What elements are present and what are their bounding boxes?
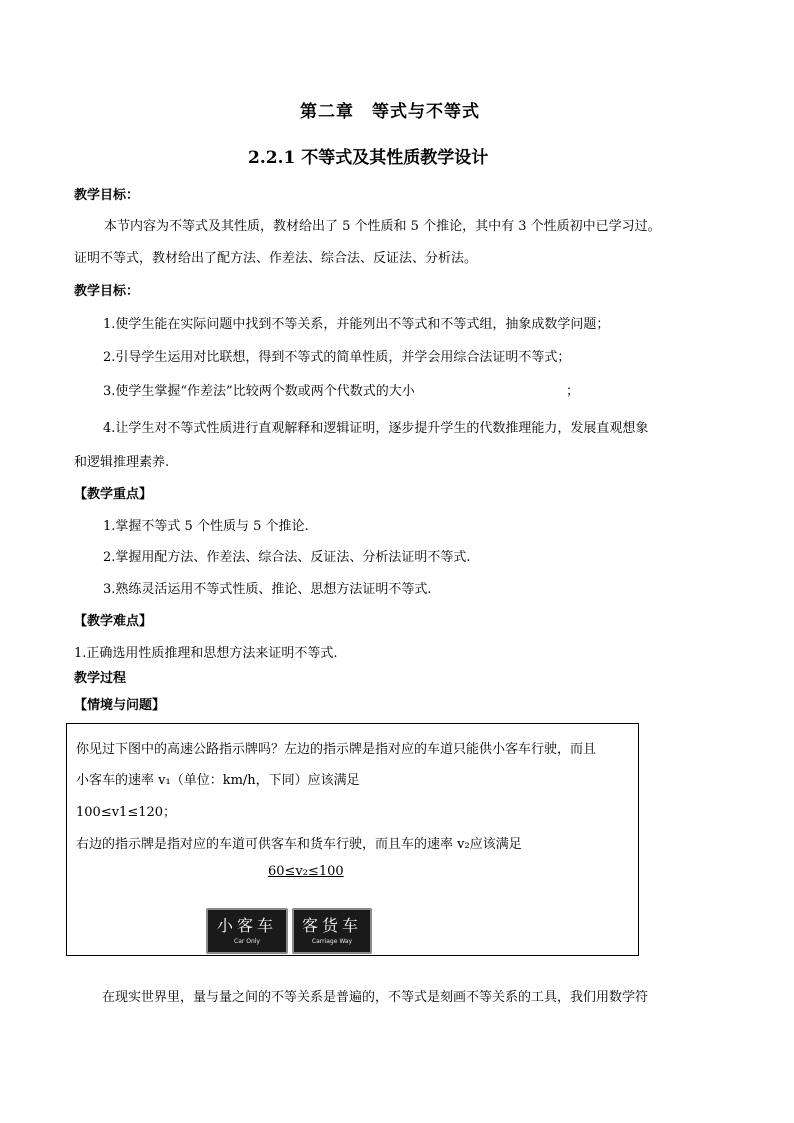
process-heading: 教学过程 bbox=[74, 671, 127, 686]
sign-car-only bbox=[206, 908, 288, 954]
scenario-line-4: 右边的指示牌是指对应的车道可供客车和货车行驶，而且车的速率 v₂应该满足 bbox=[76, 837, 522, 852]
goal-item-3: 3.使学生掌握“作差法”比较两个数或两个代数式的大小 bbox=[103, 384, 415, 399]
goal-item-3-tail: ； bbox=[566, 384, 580, 399]
difficulty-item: 1.正确选用性质推理和思想方法来证明不等式. bbox=[74, 646, 338, 661]
scenario-line-3: 100≤v1≤120； bbox=[76, 805, 177, 820]
chapter-title: 第二章 等式与不等式 bbox=[300, 102, 480, 122]
sign-carriage-way-zh: 客货车 bbox=[301, 916, 362, 935]
goal-heading-2: 教学目标： bbox=[74, 284, 140, 299]
intro-line-2: 证明不等式，教材给出了配方法、作差法、综合法、反证法、分析法。 bbox=[74, 251, 478, 266]
key-point-2: 2.掌握用配方法、作差法、综合法、反证法、分析法证明不等式. bbox=[103, 550, 471, 565]
intro-line-1: 本节内容为不等式及其性质，教材给出了 5 个性质和 5 个推论，其中有 3 个性质初中已学习过。 bbox=[104, 219, 661, 234]
goal-item-4-cont: 和逻辑推理素养. bbox=[74, 455, 170, 470]
scenario-line-1: 你见过下图中的高速公路指示牌吗？左边的指示牌是指对应的车道只能供小客车行驶，而且 bbox=[76, 742, 597, 757]
goal-item-4: 4.让学生对不等式性质进行直观解释和逻辑证明，逐步提升学生的代数推理能力，发展直观想象 bbox=[103, 421, 649, 436]
key-point-1: 1.掌握不等式 5 个性质与 5 个推论. bbox=[103, 519, 309, 534]
closing-paragraph: 在现实世界里，量与量之间的不等关系是普遍的，不等式是刻画不等关系的工具，我们用数学符 bbox=[102, 990, 649, 1005]
sign-carriage-way-en: Carriage Way bbox=[311, 938, 353, 945]
sign-car-only-en: Car Only bbox=[234, 938, 260, 945]
goal-heading-1: 教学目标： bbox=[74, 188, 140, 203]
lesson-title: 2.2.1 不等式及其性质教学设计 bbox=[248, 148, 489, 168]
process-subheading: 【情境与问题】 bbox=[74, 698, 166, 713]
goal-item-2: 2.引导学生运用对比联想，得到不等式的简单性质，并学会用综合法证明不等式； bbox=[103, 350, 571, 365]
difficulty-heading: 【教学难点】 bbox=[74, 614, 153, 629]
sign-carriage-way bbox=[292, 908, 372, 954]
key-point-3: 3.熟练灵活运用不等式性质、推论、思想方法证明不等式. bbox=[103, 582, 432, 597]
sign-car-only-zh: 小客车 bbox=[216, 916, 277, 935]
key-points-heading: 【教学重点】 bbox=[74, 487, 153, 502]
scenario-line-2: 小客车的速率 v₁（单位：km/h，下同）应该满足 bbox=[76, 773, 360, 788]
scenario-line-5: 60≤v₂≤100 bbox=[268, 864, 344, 879]
goal-item-1: 1.使学生能在实际问题中找到不等关系，并能列出不等式和不等式组，抽象成数学问题； bbox=[103, 317, 610, 332]
